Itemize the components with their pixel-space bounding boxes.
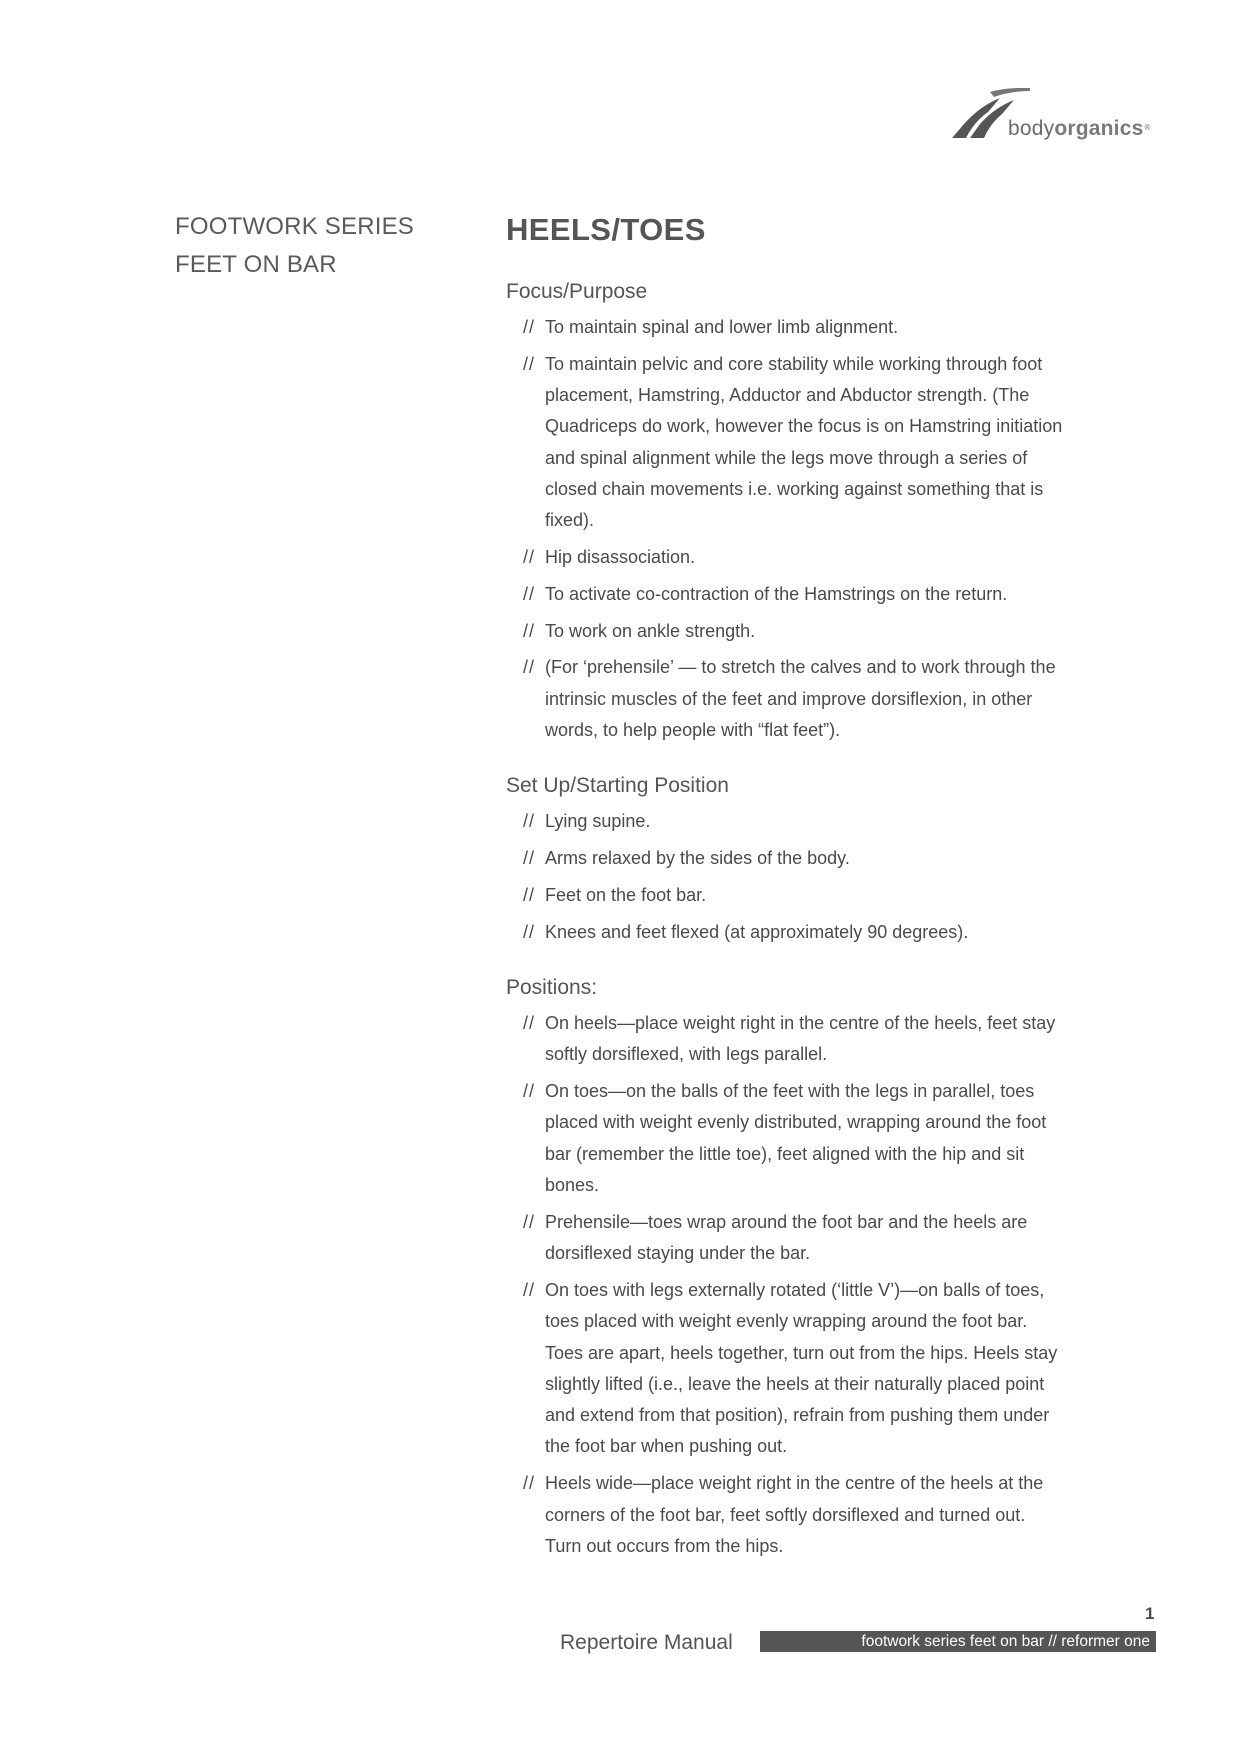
bullet-marker: // xyxy=(523,1013,536,1034)
bullet-marker: // xyxy=(523,921,536,942)
list-item-text: Heels wide—place weight right in the centre of the heels at the corners of the foot bar, feet softly dorsiflexed and turned out. Turn out occurs from the hips. xyxy=(545,1473,1044,1556)
list-item xyxy=(506,349,1066,537)
list-item-text: (For ‘prehensile’ — to stretch the calves and to work through the intrinsic muscles of the feet and improve dorsiflexion, in other words, to help people with “flat feet”). xyxy=(545,657,1056,741)
list-item xyxy=(506,652,1066,746)
list-item xyxy=(506,843,1066,874)
bullet-marker: // xyxy=(523,1211,536,1232)
page-title: HEELS/TOES xyxy=(506,212,706,247)
list-item-text: Knees and feet flexed (at approximately 90 degrees). xyxy=(545,921,969,942)
list-item-text: Lying supine. xyxy=(545,811,651,832)
registered-mark: ® xyxy=(1144,123,1151,132)
logo-word-organics: organics xyxy=(1054,117,1144,140)
bullet-marker: // xyxy=(523,657,536,678)
section-heading: Set Up/Starting Position xyxy=(506,774,729,798)
list-item xyxy=(506,1008,1066,1071)
list-item-text: To work on ankle strength. xyxy=(545,620,756,641)
section xyxy=(506,974,1066,1562)
list-item-text: To maintain spinal and lower limb alignment. xyxy=(545,317,899,337)
list-item xyxy=(506,806,1066,837)
section xyxy=(506,278,1066,746)
list-item xyxy=(506,917,1066,948)
list-item-text: To maintain pelvic and core stability while working through foot placement, Hamstring, Adductor and Abductor strength. (The Quadriceps do work, however the focus is on Hamstring initiation and spinal alignment while the legs move through a series of closed chain movements i.e. working against something that is fixed). xyxy=(545,353,1063,531)
list-item xyxy=(506,880,1066,911)
bullet-marker: // xyxy=(523,317,536,337)
footer-manual-title: Repertoire Manual xyxy=(560,1631,733,1654)
bullet-marker: // xyxy=(523,1473,536,1494)
main-content xyxy=(506,208,1066,1588)
bullet-list xyxy=(506,1008,1066,1562)
bullet-marker: // xyxy=(523,1081,536,1102)
bullet-marker: // xyxy=(523,583,536,604)
series-line-1: FOOTWORK SERIES xyxy=(175,213,415,240)
brand-logo xyxy=(950,88,1165,144)
bullet-marker: // xyxy=(523,848,536,869)
list-item xyxy=(506,616,1066,647)
series-line-2: FEET ON BAR xyxy=(175,251,337,278)
list-item-text: Arms relaxed by the sides of the body. xyxy=(545,848,850,869)
list-item-text: On heels—place weight right in the centre of the heels, feet stay softly dorsiflexed, with legs parallel. xyxy=(545,1013,1056,1065)
sections-container xyxy=(506,278,1066,1562)
logo-word-body: body xyxy=(1008,117,1055,140)
list-item xyxy=(506,312,1066,343)
list-item xyxy=(506,1275,1066,1463)
list-item xyxy=(506,542,1066,573)
bullet-list xyxy=(506,312,1066,746)
list-item-text: On toes with legs externally rotated (‘little V’)—on balls of toes, toes placed with weight evenly wrapping around the foot bar. Toes are apart, heels together, turn out from the hips. Heels stay slightly lifted (i.e., leave the heels at their naturally placed point and extend from that position), refrain from pushing them under the foot bar when pushing out. xyxy=(545,1279,1058,1457)
series-label xyxy=(175,208,414,284)
bullet-marker: // xyxy=(523,620,536,641)
section-heading: Focus/Purpose xyxy=(506,280,648,303)
list-item-text: To activate co-contraction of the Hamstrings on the return. xyxy=(545,583,1008,604)
list-item-text: Feet on the foot bar. xyxy=(545,884,707,905)
footer-bar: footwork series feet on bar // reformer one xyxy=(760,1631,1156,1652)
section xyxy=(506,772,1066,948)
list-item xyxy=(506,579,1066,610)
bullet-marker: // xyxy=(523,884,536,905)
page-number: 1 xyxy=(1145,1604,1155,1623)
list-item xyxy=(506,1207,1066,1270)
list-item xyxy=(506,1468,1066,1562)
list-item-text: Prehensile—toes wrap around the foot bar and the heels are dorsiflexed staying under the bar. xyxy=(545,1211,1028,1264)
logo-wordmark xyxy=(1008,117,1151,141)
bullet-marker: // xyxy=(523,811,536,832)
list-item-text: On toes—on the balls of the feet with the legs in parallel, toes placed with weight evenly distributed, wrapping around the foot bar (remember the little toe), feet aligned with the hip and sit bones. xyxy=(545,1081,1047,1196)
bullet-marker: // xyxy=(523,1279,536,1300)
list-item xyxy=(506,1076,1066,1201)
bullet-list xyxy=(506,806,1066,948)
bullet-marker: // xyxy=(523,353,536,374)
section-heading: Positions: xyxy=(506,976,598,1000)
list-item-text: Hip disassociation. xyxy=(545,547,696,568)
bullet-marker: // xyxy=(523,547,536,568)
